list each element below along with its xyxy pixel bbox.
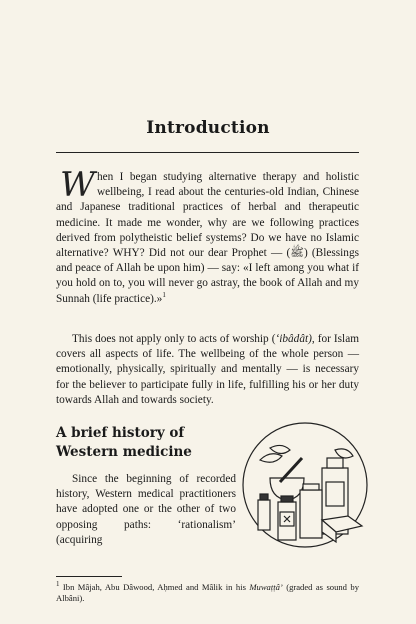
small-vial-cap <box>260 494 268 500</box>
pill-bottle-cap <box>281 496 293 502</box>
tall-jar-lid <box>303 484 319 490</box>
footnote-number: 1 <box>56 580 60 589</box>
intro-text: hen I began studying alternative therapy and holistic wellbeing, I read about the centuries-old Indian, Chinese and Japanese traditional practices of herbal and therapeutic medicine. It made me wonder, why are we following practices derived from polytheistic belief systems? Do we have no Islamic alternative? WHY? Did not our dear Prophet — (ﷺ) (Blessings and peace of Allah be upon him) — say: «I left among you what if you hold on to, you will never go astray, the book of Allah and my Sunnah (life practice).» <box>56 171 359 305</box>
tall-jar <box>300 490 322 538</box>
pill-bottle <box>278 502 296 540</box>
section-heading: A brief history of Western medicine <box>56 425 192 460</box>
intro-paragraph <box>56 165 359 307</box>
herb-leaf <box>270 445 290 453</box>
footnote <box>56 582 359 604</box>
footnote-marker: 1 <box>162 290 166 299</box>
paragraph-worship-after: , for Islam covers all aspects of life. The wellbeing of the whole person — emotionally, physically, spiritually and mentally — is necessary for the believer to participate fully in life, fulfilling his or her duty towards Allah and towards society. <box>56 333 359 406</box>
paragraph-worship-before: This does not apply only to acts of worship ( <box>72 333 276 345</box>
medicine-illustration <box>240 420 370 550</box>
page-title: Introduction <box>146 118 270 138</box>
herb-leaf <box>260 454 282 463</box>
drop-cap: W <box>60 165 95 205</box>
large-bottle-cap <box>327 458 343 468</box>
paragraph-worship <box>56 332 359 408</box>
footnote-work: Muwaṭṭâ’ <box>249 582 283 592</box>
title-divider <box>56 152 359 153</box>
herb-leaf <box>335 449 353 458</box>
footnote-before: Ibn Mâjah, Abu Dâwood, Aḥmed and Mâlik in his <box>59 582 250 592</box>
small-vial <box>258 500 270 530</box>
history-paragraph: Since the beginning of recorded history, Western medical practitioners have adopted one or the other of two opposing paths: ‘rationalism’ (acquiring <box>56 473 236 546</box>
footnote-divider <box>56 576 122 577</box>
ibadat-term: ‘ibâdât) <box>275 333 312 345</box>
footnote-after: (graded as sound by Albâni). <box>56 582 360 604</box>
